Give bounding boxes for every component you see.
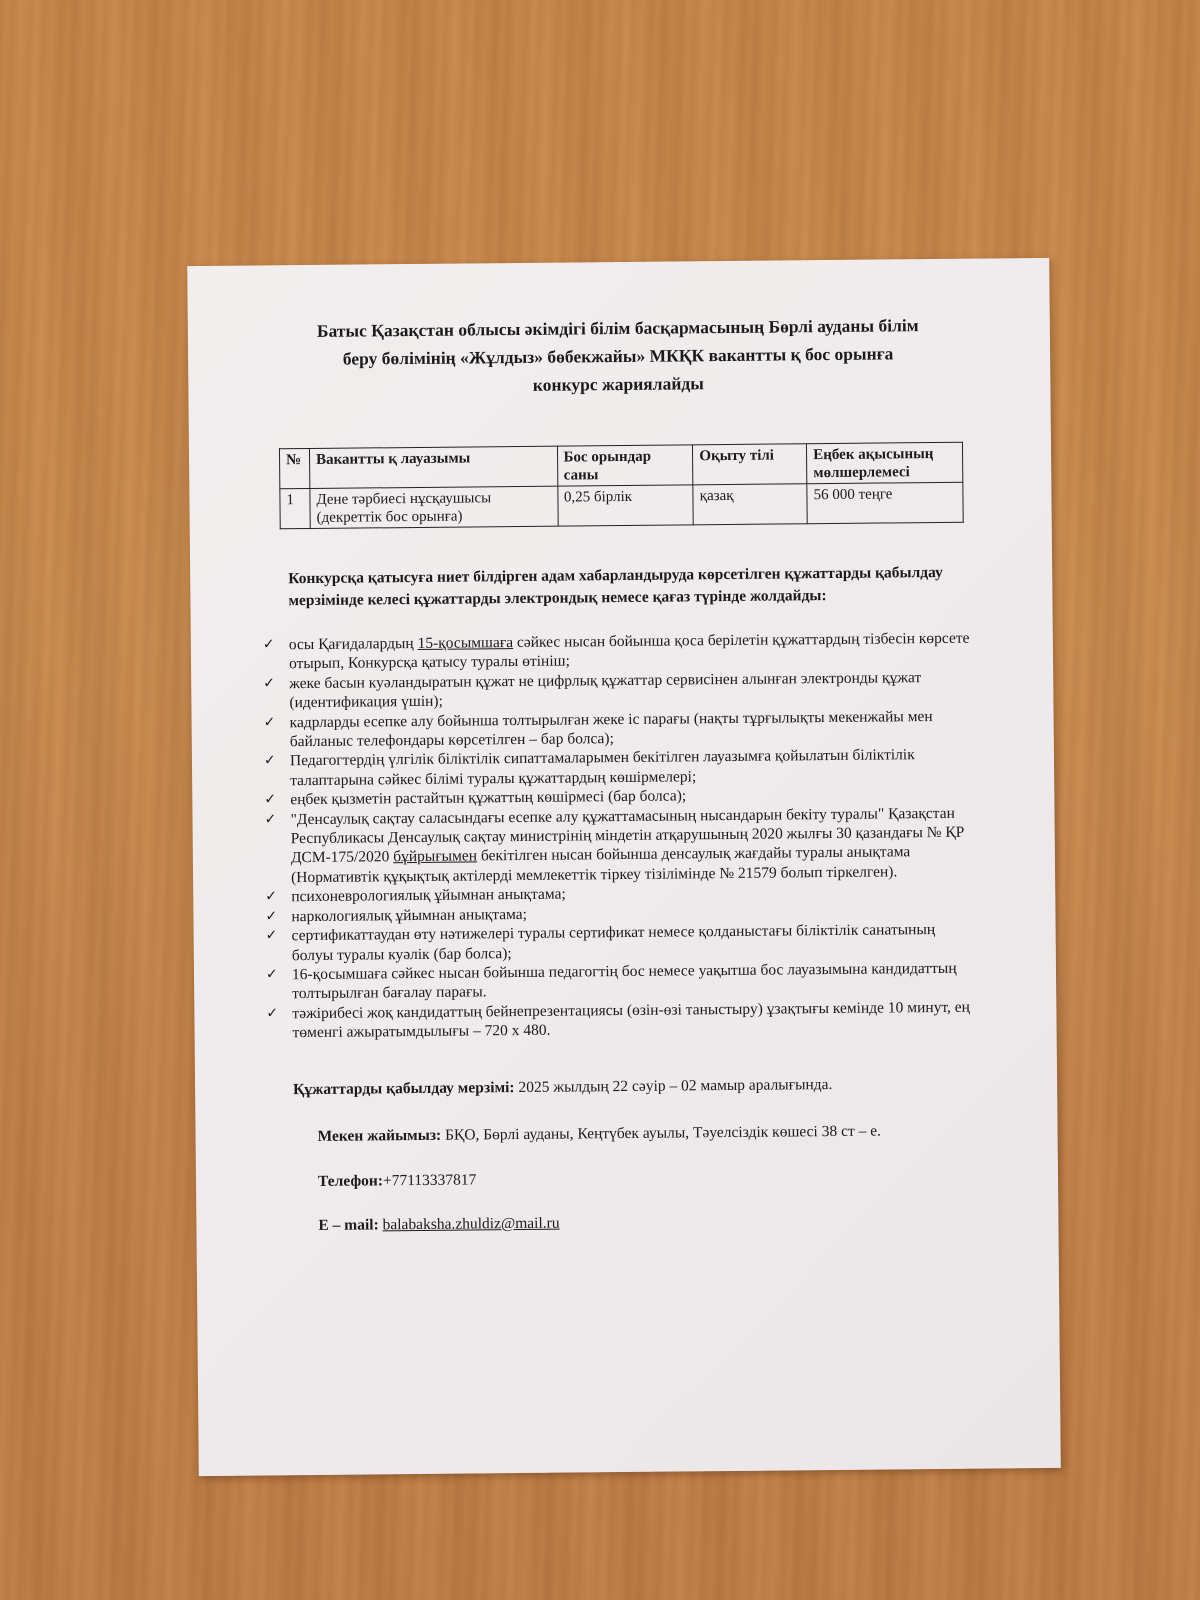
check-icon: ✓ — [263, 753, 276, 769]
item-text: наркологиялық ұйымнан анықтама; — [291, 905, 528, 925]
row-position: Дене тәрбиесі нұсқаушысы (декреттік бос орынға) — [310, 486, 558, 528]
header-cell: № — [279, 449, 309, 489]
list-item — [263, 667, 975, 713]
documents-intro: Конкурсқа қатысуға ниет білдірген адам хабарландыруда көрсетілген құжаттарды қабылдау мерзімінде келесі құжаттарды электрондық немесе қағаз түрінде жолдайды: — [288, 563, 943, 610]
phone-line — [318, 1170, 477, 1192]
address-value: БҚО, Бөрлі ауданы, Кеңтүбек ауылы, Тәуелсіздік көшесі 38 ст – е. — [441, 1122, 882, 1144]
item-text: 16-қосымшаға сәйкес нысан бойынша педагогтің бос немесе уақытша бос лауазымына кандидаттың толтырылған бағалау парағы. — [291, 959, 957, 1003]
item-text: сертификаттаудан өту нәтижелері туралы сертификат немесе қолданыстағы біліктілік санатының болуы туралы куәлік (бар болса); — [291, 921, 936, 964]
check-icon: ✓ — [262, 637, 275, 653]
check-icon: ✓ — [264, 811, 277, 828]
address-line — [317, 1120, 1017, 1147]
appendix-15-link: 15-қосымшаға — [417, 634, 514, 652]
item-text: бекітілген нысан бойынша денсаулық жағдайы туралы анықтама (Нормативтік құқықтық актілерді мемлекеттік тіркеу тізілімінде № 21579 болып тіркелген). — [291, 843, 911, 887]
item-text: "Денсаулық сақтау саласындағы есепке алу құжаттамасының нысандарын бекіту туралы" Қазақстан Республикасы Денсаулық сақтау министрінің міндетін атқарушының 2020 жылғы 30 қазандағы № ҚР ДСМ-175/2020 — [290, 804, 965, 867]
check-icon: ✓ — [266, 1006, 279, 1022]
header-cell: Еңбек ақысының мөлшерлемесі — [807, 442, 963, 483]
title-line-3: конкурс жариялайды — [532, 373, 704, 395]
row-language: қазақ — [693, 484, 807, 525]
check-icon: ✓ — [264, 792, 277, 808]
row-number: 1 — [280, 488, 310, 528]
header-cell: Бос орындар саны — [557, 445, 693, 486]
list-item — [266, 959, 978, 1005]
email-line — [318, 1214, 559, 1236]
documents-list — [263, 629, 979, 1043]
announcement-paper — [187, 258, 1061, 1476]
phone-label: Телефон: — [317, 1172, 384, 1190]
item-text: жеке басын куәландыратын құжат не цифрлық құжаттар сервисінен алынған электронды құжат (идентификация үшін); — [289, 668, 922, 712]
row-count: 0,25 бірлік — [557, 485, 693, 526]
list-item — [264, 803, 977, 887]
deadline-value: 2025 жылдың 22 сәуір – 02 мамыр аралығында. — [514, 1076, 833, 1097]
list-item — [266, 920, 978, 966]
item-text: кадрларды есепке алу бойынша толтырылған жеке іс парағы (нақты тұрғылықты мекенжайы мен байланыс телефондары көрсетілген – бар болса); — [289, 707, 933, 751]
title-line-2: беру бөлімінің «Жұлдыз» бөбекжайы» МКҚК вакантты қ бос орынға — [342, 343, 894, 369]
item-text: психоневрологиялық ұйымнан анықтама; — [291, 885, 566, 906]
item-text: Педагогтердің үлгілік біліктілік сипаттамаларымен бекітілген лауазымға қойылатын біліктілік талаптарына сәйкес білімі туралы құжаттардың көшірмелері; — [289, 746, 915, 790]
check-icon: ✓ — [263, 676, 276, 692]
item-text: тәжірибесі жоқ кандидаттың бейнепрезентациясы (өзін-өзі таныстыру) ұзақтығы кемінде 10 минут, ең төменгі ажыратымдылығы – 720 х 480. — [292, 998, 971, 1042]
table-header-row — [279, 442, 962, 489]
list-item — [266, 997, 978, 1043]
check-icon: ✓ — [265, 928, 278, 944]
list-item — [264, 706, 976, 752]
email-label: E – mail: — [318, 1216, 379, 1234]
table-row — [280, 482, 963, 529]
header-cell: Оқыту тілі — [693, 444, 807, 485]
address-label: Мекен жайымыз: — [317, 1126, 442, 1145]
title-line-1: Батыс Қазақстан облысы әкімдігі білім басқармасының Бөрлі ауданы білім — [316, 315, 919, 341]
check-icon: ✓ — [265, 909, 278, 925]
item-text: еңбек қызметін растайтын құжаттың көшірмесі (бар болса); — [290, 787, 687, 809]
check-icon: ✓ — [265, 967, 278, 983]
header-cell: Вакантты қ лауазымы — [309, 446, 557, 488]
deadline-line — [293, 1073, 993, 1100]
item-text: сәйкес нысан бойынша қоса берілетін құжаттардың тізбесін көрсете отырып, Конкурсқа қатысу туралы өтініш; — [288, 629, 970, 673]
deadline-label: Құжаттарды қабылдау мерзімі: — [293, 1079, 515, 1099]
vacancy-table — [279, 442, 964, 530]
check-icon: ✓ — [263, 714, 276, 731]
row-salary: 56 000 теңге — [807, 482, 963, 523]
check-icon: ✓ — [265, 889, 278, 905]
email-link[interactable]: balabaksha.zhuldiz@mail.ru — [382, 1214, 560, 1234]
item-text: осы Қағидалардың — [288, 634, 418, 654]
list-item — [263, 629, 975, 675]
phone-value: +77113337817 — [382, 1171, 477, 1190]
list-item — [264, 745, 976, 791]
order-link: бұйрығымен — [393, 847, 478, 866]
announcement-title — [258, 311, 979, 402]
